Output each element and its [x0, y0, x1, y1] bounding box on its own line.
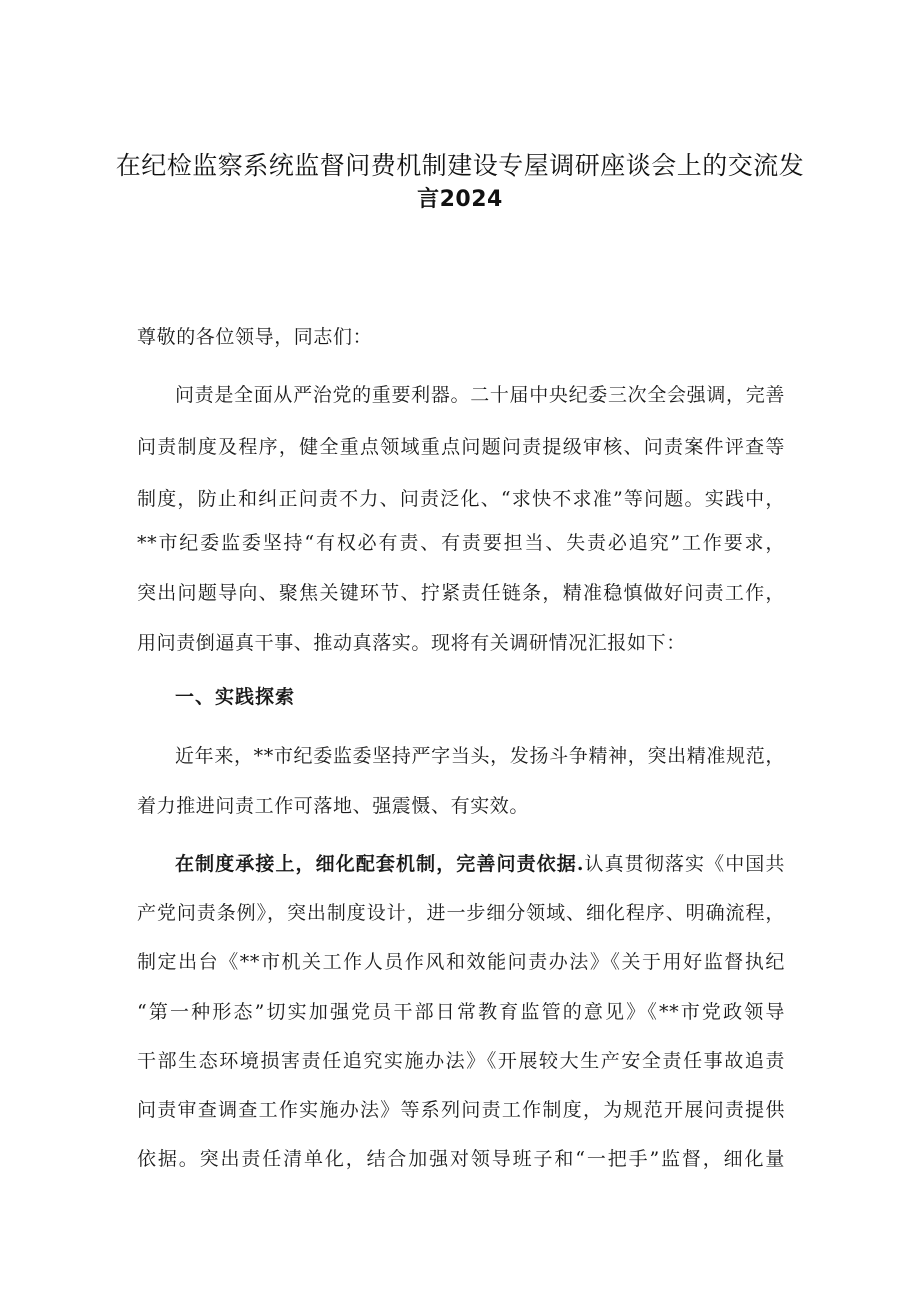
salutation: 尊敬的各位领导，同志们：: [137, 326, 373, 348]
paragraph-1-line: 突出问题导向、聚焦关键环节、拧紧责任链条，精准稳慎做好问责工作，: [137, 582, 785, 604]
paragraph-1-line: 问责制度及程序，健全重点领域重点问题问责提级审核、问责案件评查等: [137, 436, 785, 458]
paragraph-1-line: **市纪委监委坚持“有权必有责、有责要担当、失责必追究”工作要求，: [137, 532, 785, 554]
paragraph-3-line: 依据。突出责任清单化，结合加强对领导班子和“一把手”监督，细化量: [137, 1148, 785, 1170]
paragraph-1-line: 制度，防止和纠正问责不力、问责泛化、“求快不求准”等问题。实践中，: [137, 488, 785, 510]
paragraph-3-lead-rest: 认真贯彻落实《中国共: [584, 853, 785, 875]
paragraph-3-line: 产党问责条例》，突出制度设计，进一步细分领域、细化程序、明确流程，: [137, 902, 785, 924]
document-title-line-2: 言2024: [417, 187, 503, 212]
paragraph-3-line: 干部生态环境损害责任追究实施办法》《开展较大生产安全责任事故追责: [137, 1050, 785, 1072]
paragraph-3-line: “第一种形态”切实加强党员干部日常教育监管的意见》《**市党政领导: [137, 1001, 785, 1023]
paragraph-3-line: 制定出台《**市机关工作人员作风和效能问责办法》《关于用好监督执纪: [137, 951, 785, 973]
section-heading: 一、实践探索: [175, 686, 296, 708]
paragraph-2-line: 近年来，**市纪委监委坚持严字当头，发扬斗争精神，突出精准规范，: [175, 745, 785, 767]
paragraph-1-line: 用问责倒逼真干事、推动真落实。现将有关调研情况汇报如下：: [137, 632, 686, 654]
paragraph-1-line: 问责是全面从严治党的重要利器。二十届中央纪委三次全会强调，完善: [175, 384, 785, 406]
paragraph-3-line: 问责审查调查工作实施办法》等系列问责工作制度，为规范开展问责提供: [137, 1099, 785, 1121]
paragraph-3-first-line: [175, 851, 785, 877]
paragraph-3-lead-bold: 在制度承接上，细化配套机制，完善问责依据.: [175, 853, 585, 875]
document-title-line-1: 在纪检监察系统监督问费机制建设专屋调研座谈会上的交流发: [115, 151, 805, 180]
paragraph-2-line: 着力推进问责工作可落地、强震慑、有实效。: [137, 795, 530, 817]
